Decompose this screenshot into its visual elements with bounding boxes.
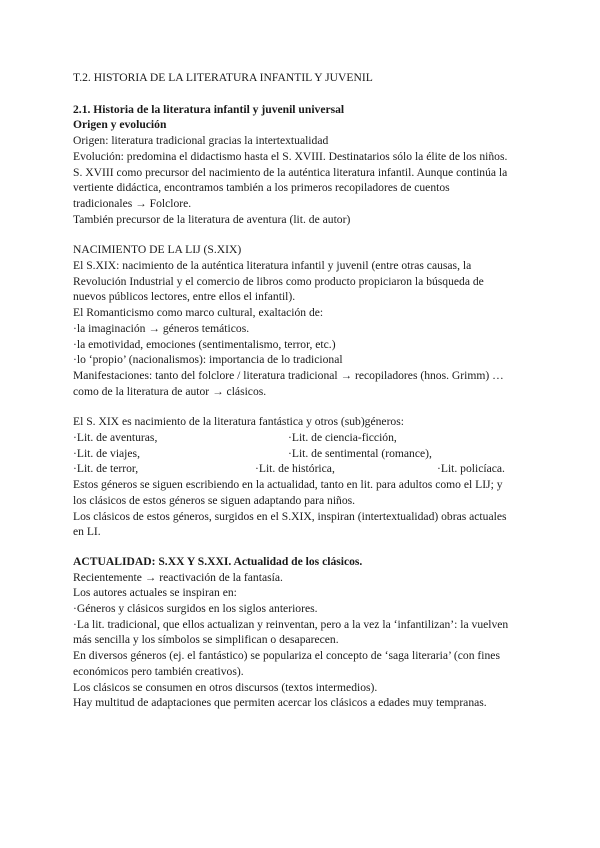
section-heading-nacimiento: NACIMIENTO DE LA LIJ (S.XIX): [73, 243, 242, 257]
subheading-origen: Origen y evolución: [73, 118, 167, 132]
paragraph-line: El S.XIX: nacimiento de la auténtica literatura infantil y juvenil (entre otras causas, la: [73, 259, 472, 273]
paragraph-line: Los clásicos se consumen en otros discursos (textos intermedios).: [73, 680, 378, 694]
paragraph-line: Revolución Industrial y el comercio de libros como producto propiciaron la búsqueda de: [73, 274, 484, 288]
paragraph-line: como de la literatura de autor → clásicos.: [73, 384, 267, 398]
paragraph-line: tradicionales → Folclore.: [73, 196, 192, 210]
paragraph-line: Estos géneros se siguen escribiendo en la actualidad, tanto en lit. para adultos como el LIJ; y: [73, 478, 503, 492]
paragraph-line: en LI.: [73, 525, 101, 539]
paragraph-line: También precursor de la literatura de aventura (lit. de autor): [73, 212, 351, 226]
genre-terror: ·Lit. de terror,: [73, 462, 139, 476]
paragraph-line: Los clásicos de estos géneros, surgidos en el S.XIX, inspiran (intertextualidad) obras actuales: [73, 509, 507, 523]
genre-row: [73, 446, 543, 462]
paragraph-line: vertiente didáctica, encontramos también a los primeros recopiladores de cuentos: [73, 181, 450, 195]
genre-aventuras: ·Lit. de aventuras,: [73, 431, 158, 445]
section-heading-universal: 2.1. Historia de la literatura infantil y juvenil universal: [73, 102, 345, 116]
paragraph-line: económicos pero también creativos).: [73, 664, 244, 678]
paragraph-line: los clásicos de estos géneros se siguen adaptando para niños.: [73, 493, 356, 507]
genre-row: [73, 461, 543, 477]
document-page: [73, 70, 543, 711]
list-item: ·la imaginación → géneros temáticos.: [73, 321, 250, 335]
list-item: ·lo ‘propio’ (nacionalismos): importancia de lo tradicional: [73, 353, 343, 367]
paragraph-line: nuevos públicos lectores, entre ellos el infantil).: [73, 290, 296, 304]
paragraph-line: El Romanticismo como marco cultural, exaltación de:: [73, 306, 324, 320]
list-item: ·Géneros y clásicos surgidos en los siglos anteriores.: [73, 602, 318, 616]
list-item: ·La lit. tradicional, que ellos actualizan y reinventan, pero a la vez la ‘infantilizan’: la vuelven: [73, 617, 509, 631]
paragraph-line: Recientemente → reactivación de la fantasía.: [73, 570, 283, 584]
paragraph-line: En diversos géneros (ej. el fantástico) se populariza el concepto de ‘saga literaria’ (con fines: [73, 649, 500, 663]
genre-policiaca: ·Lit. policíaca.: [437, 462, 505, 476]
paragraph-line: Evolución: predomina el didactismo hasta el S. XVIII. Destinatarios sólo la élite de los niños.: [73, 149, 508, 163]
paragraph-line: Origen: literatura tradicional gracias la intertextualidad: [73, 134, 329, 148]
document-title: T.2. HISTORIA DE LA LITERATURA INFANTIL Y JUVENIL: [73, 71, 373, 84]
section-heading-actualidad: ACTUALIDAD: S.XX Y S.XXI. Actualidad de los clásicos.: [73, 554, 363, 568]
paragraph-line: El S. XIX es nacimiento de la literatura fantástica y otros (sub)géneros:: [73, 415, 404, 429]
paragraph-line: Los autores actuales se inspiran en:: [73, 586, 237, 600]
genre-row: [73, 430, 543, 446]
paragraph-line: Manifestaciones: tanto del folclore / literatura tradicional → recopiladores (hnos. Grimm) …: [73, 368, 504, 382]
genre-viajes: ·Lit. de viajes,: [73, 446, 140, 460]
list-item: ·la emotividad, emociones (sentimentalismo, terror, etc.): [73, 337, 336, 351]
paragraph-line: Hay multitud de adaptaciones que permiten acercar los clásicos a edades muy tempranas.: [73, 696, 487, 710]
genre-historica: ·Lit. de histórica,: [255, 462, 335, 476]
genre-sentimental: ·Lit. de sentimental (romance),: [288, 446, 432, 460]
paragraph-line: S. XVIII como precursor del nacimiento de la auténtica literatura infantil. Aunque continúa la: [73, 165, 508, 179]
genre-ciencia-ficcion: ·Lit. de ciencia-ficción,: [288, 431, 397, 445]
paragraph-line: más sencilla y los símbolos se simplifican o desaparecen.: [73, 633, 339, 647]
